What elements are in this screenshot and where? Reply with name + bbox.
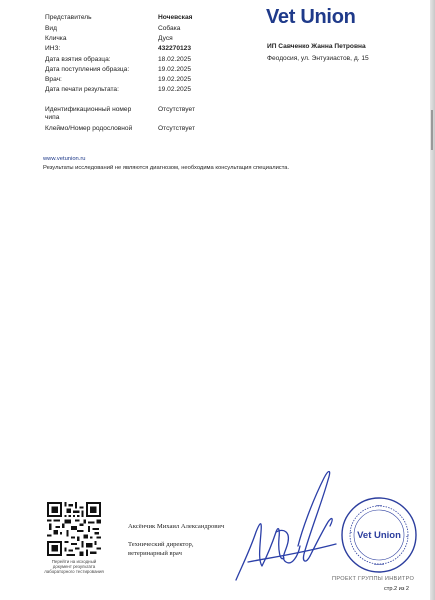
field-label-chip-id: Идентификационный номер (45, 106, 132, 113)
field-label-doctor: Врач: (45, 76, 62, 83)
stamp-text: Vet Union (357, 530, 401, 541)
field-value-representative: Ночевская (158, 14, 193, 21)
field-value-sample-taken: 18.02.2025 (158, 56, 192, 63)
page-number: стр.2 из 2 (384, 586, 410, 592)
vet-union-logo: Vet Union (266, 6, 356, 28)
field-label-representative: Представитель (45, 14, 92, 21)
field-value-pedigree: Отсутствует (158, 125, 195, 132)
website-link[interactable]: www.vetunion.ru (43, 156, 86, 162)
field-label-sample-received: Дата поступления образца: (45, 66, 130, 73)
signer-name: Аксёнчик Михаил Александрович (128, 523, 225, 530)
field-value-sample-received: 19.02.2025 (158, 66, 192, 73)
qr-caption: Перейти на исходный документ результата лабораторного тестирования (44, 559, 104, 575)
footer-brand: ПРОЕКТ ГРУППЫ ИНВИТРО (332, 576, 415, 582)
lab-name: ИП Савченко Жанна Петровна (267, 43, 366, 50)
field-label-pedigree: Клеймо/Номер родословной (45, 125, 133, 132)
lab-address: Феодосия, ул. Энтузиастов, д. 15 (267, 55, 369, 62)
field-value-species: Собака (158, 25, 181, 32)
disclaimer-text: Результаты исследований не являются диагнозом, необходима консультация специалиста. (43, 165, 290, 171)
field-label-nickname: Кличка (45, 35, 67, 42)
field-value-print-date: 19.02.2025 (158, 86, 192, 93)
field-value-nickname: Дуся (158, 35, 173, 42)
field-label-chip-id-cont: чипа (45, 114, 60, 121)
page-edge-divider (430, 0, 435, 600)
field-label-inz: ИНЗ: (45, 45, 61, 52)
field-label-species: Вид (45, 25, 57, 32)
qr-code-icon[interactable] (47, 502, 101, 556)
signer-title: Технический директор, ветеринарный врач (128, 541, 194, 557)
field-value-doctor: 19.02.2025 (158, 76, 192, 83)
scroll-marker (431, 110, 433, 150)
field-label-print-date: Дата печати результата: (45, 86, 119, 93)
field-value-inz: 432270123 (158, 45, 192, 52)
field-label-sample-taken: Дата взятия образца: (45, 56, 111, 63)
signature-icon (228, 462, 348, 588)
field-value-chip-id: Отсутствует (158, 106, 195, 113)
